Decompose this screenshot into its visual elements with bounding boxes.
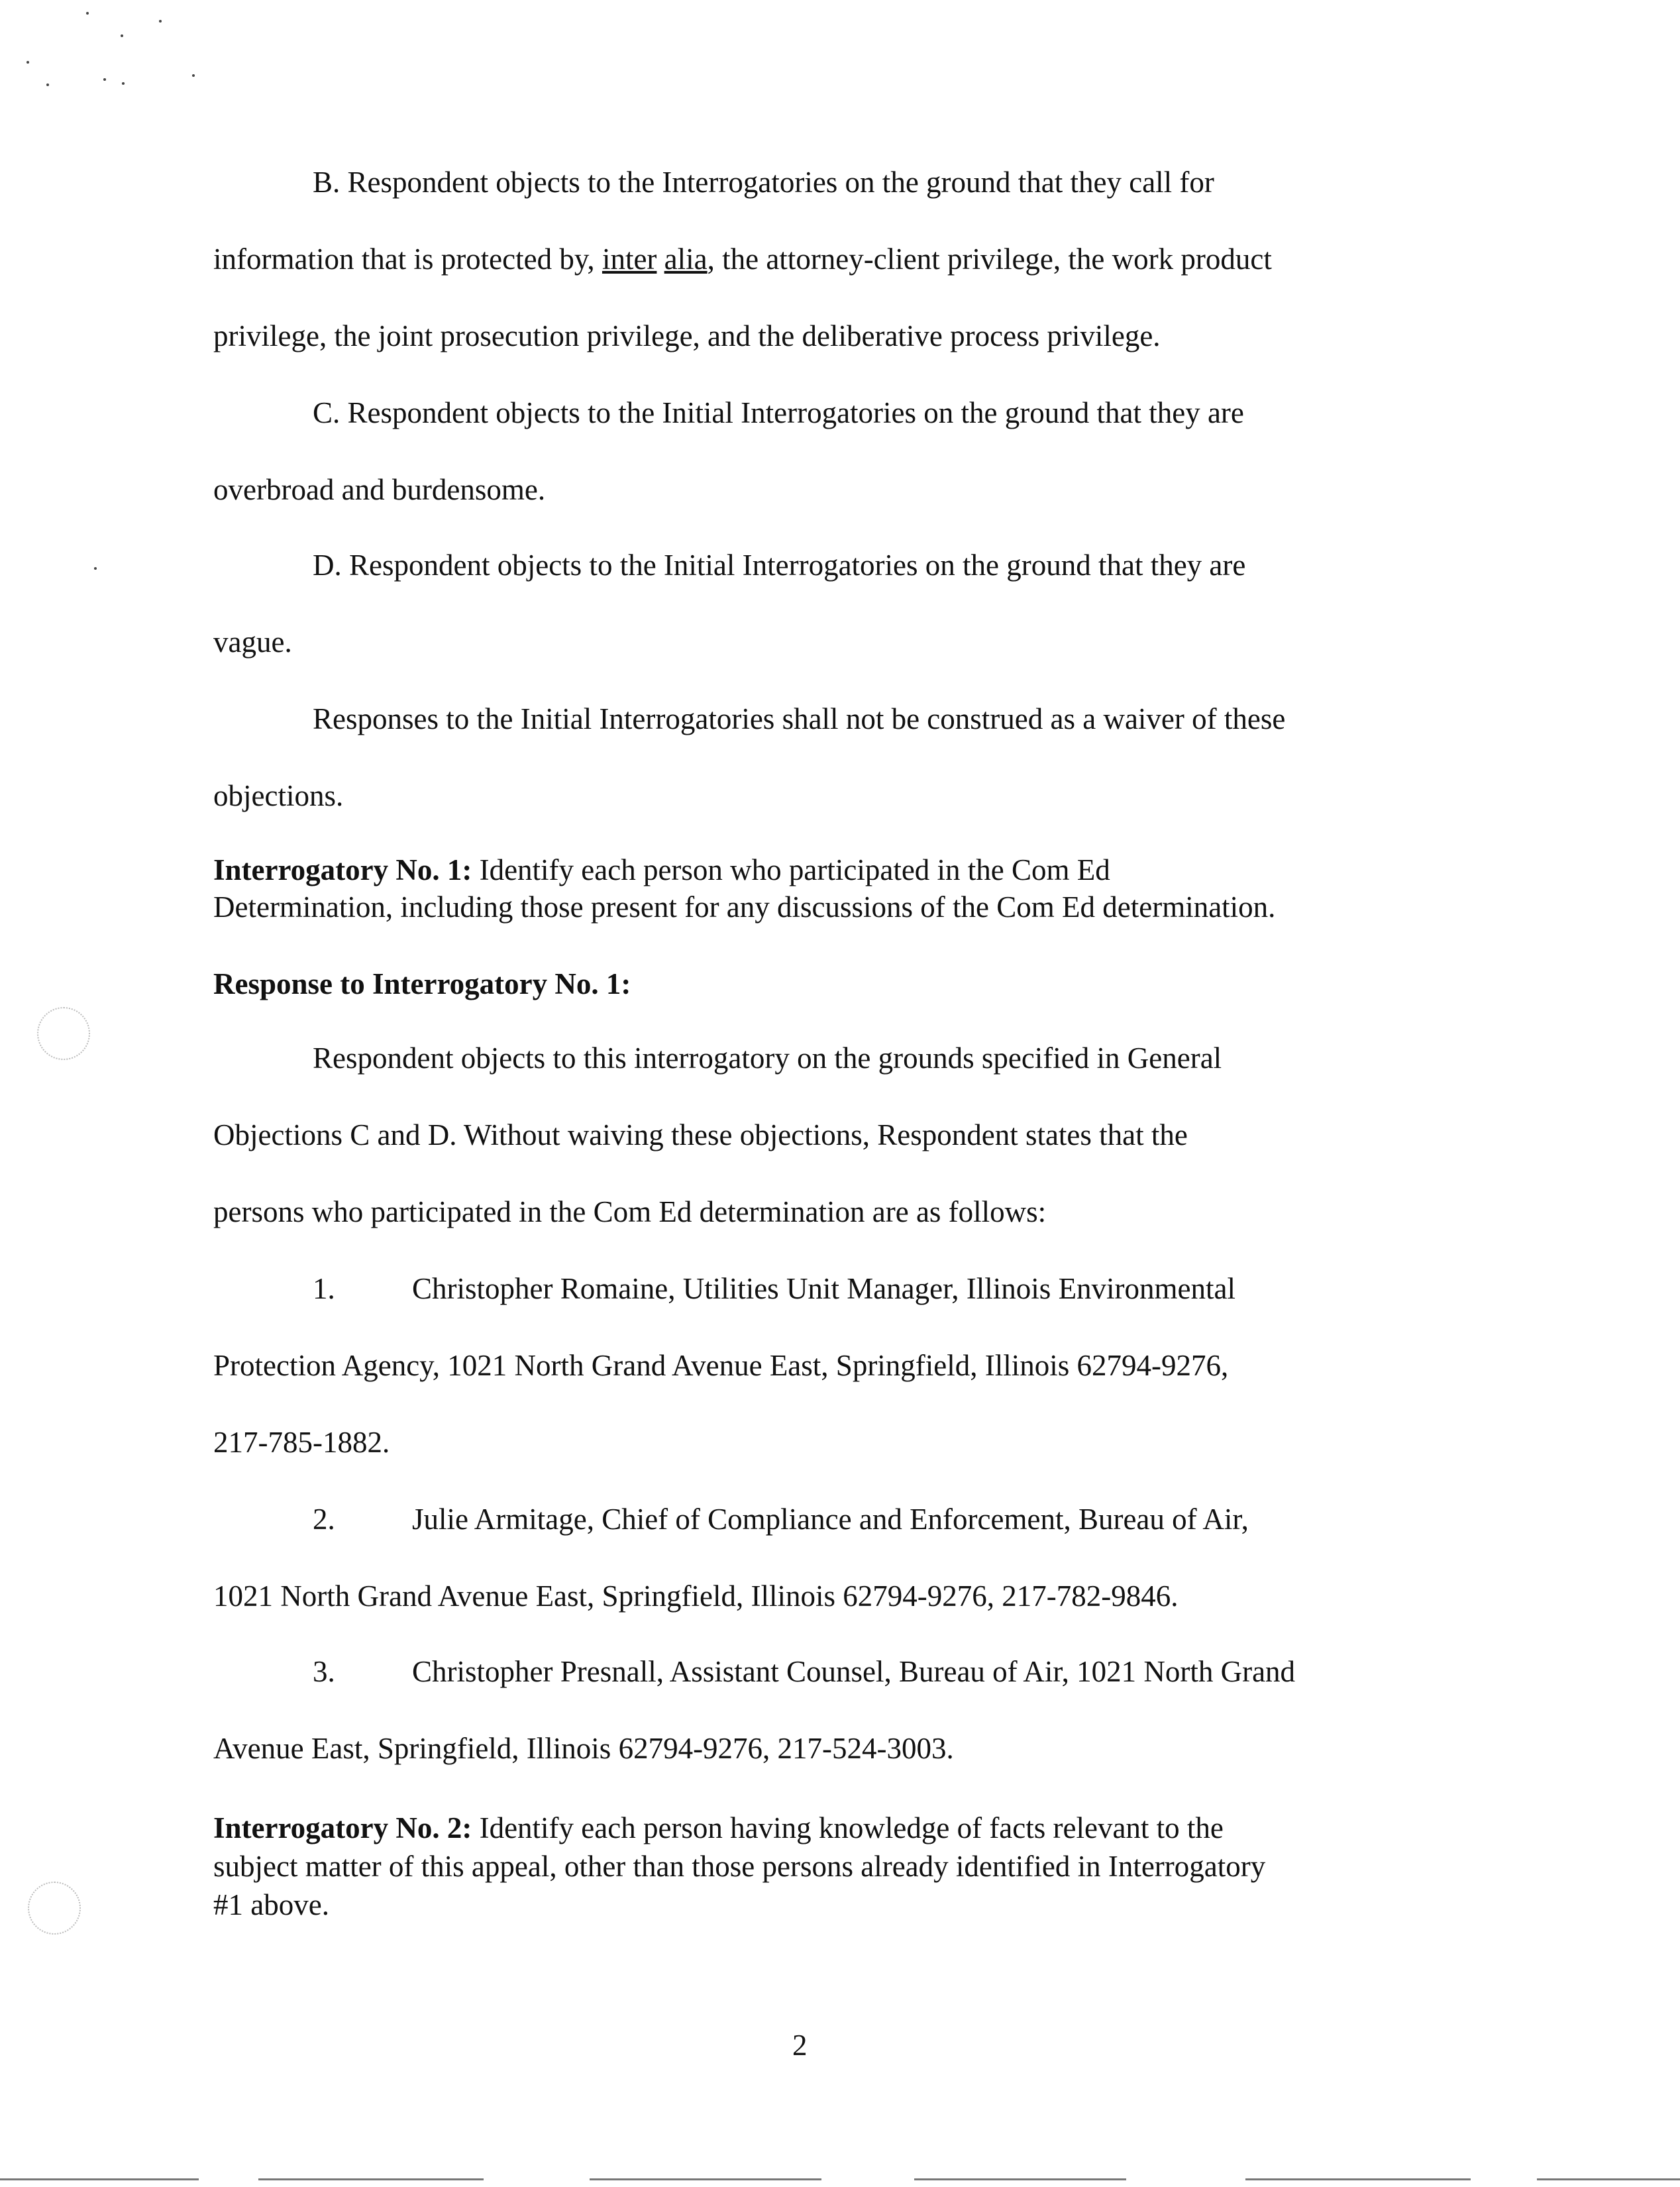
person-3-number: 3. — [313, 1655, 335, 1688]
person-1-number: 1. — [313, 1272, 335, 1305]
inter-term: inter — [602, 242, 657, 276]
person-1-line2: Protection Agency, 1021 North Grand Avenue East, Springfield, Illinois 62794-9276, — [213, 1349, 1229, 1382]
scan-speck — [46, 83, 49, 86]
punch-hole-mark — [28, 1882, 81, 1935]
objection-b-line2-pre: information that is protected by, — [213, 242, 602, 276]
interrogatory-1-text: Identify each person who participated in the Com Ed — [472, 853, 1110, 886]
interrogatory-2-line3: #1 above. — [213, 1888, 329, 1921]
person-2-line1 — [313, 1501, 1249, 1537]
response-1-line2: Objections C and D. Without waiving these objections, Respondent states that the — [213, 1118, 1188, 1151]
objection-b-line3: privilege, the joint prosecution privilege, and the deliberative process privilege. — [213, 319, 1161, 352]
scan-edge-line — [914, 2178, 1126, 2180]
scan-speck — [121, 34, 123, 37]
scan-edge-line — [590, 2178, 821, 2180]
scan-speck — [86, 12, 89, 15]
scan-speck — [122, 82, 125, 85]
scan-edge-line — [1537, 2178, 1680, 2180]
response-1-heading: Response to Interrogatory No. 1: — [213, 967, 631, 1000]
page-number: 2 — [792, 2029, 808, 2062]
interrogatory-2-line1 — [213, 1810, 1224, 1846]
person-3-line1 — [313, 1654, 1295, 1689]
person-3-name-title: Christopher Presnall, Assistant Counsel, Bureau of Air, 1021 North Grand — [412, 1655, 1296, 1688]
objection-b-line2 — [213, 241, 1272, 277]
person-2-line2: 1021 North Grand Avenue East, Springfield, Illinois 62794-9276, 217-782-9846. — [213, 1579, 1179, 1613]
scan-speck — [26, 61, 29, 64]
person-2-number: 2. — [313, 1503, 335, 1536]
objection-c-line2: overbroad and burdensome. — [213, 473, 546, 506]
objection-b-line1: B. Respondent objects to the Interrogatories on the ground that they call for — [313, 166, 1214, 199]
response-1-line3: persons who participated in the Com Ed determination are as follows: — [213, 1195, 1047, 1228]
objection-d-line1: D. Respondent objects to the Initial Interrogatories on the ground that they are — [313, 549, 1246, 582]
interrogatory-1-line2: Determination, including those present for any discussions of the Com Ed determination. — [213, 890, 1276, 924]
waiver-line1: Responses to the Initial Interrogatories shall not be construed as a waiver of these — [313, 702, 1286, 735]
person-1-line1 — [313, 1271, 1235, 1307]
alia-term: alia — [664, 242, 708, 276]
scan-edge-line — [258, 2178, 484, 2180]
person-1-line3: 217-785-1882. — [213, 1426, 390, 1459]
person-2-name-title: Julie Armitage, Chief of Compliance and Enforcement, Bureau of Air, — [412, 1503, 1249, 1536]
interrogatory-2-line2: subject matter of this appeal, other than those persons already identified in Interrogatory — [213, 1850, 1266, 1883]
objection-c-line1: C. Respondent objects to the Initial Interrogatories on the ground that they are — [313, 396, 1244, 429]
interrogatory-1-label: Interrogatory No. 1: — [213, 853, 472, 886]
interrogatory-2-label: Interrogatory No. 2: — [213, 1811, 472, 1844]
scan-edge-line — [1245, 2178, 1471, 2180]
objection-b-line2-post: , the attorney-client privilege, the work product — [707, 242, 1272, 276]
waiver-line2: objections. — [213, 779, 344, 812]
response-1-line1: Respondent objects to this interrogatory on the grounds specified in General — [313, 1041, 1222, 1075]
scan-speck — [94, 567, 97, 570]
objection-d-line2: vague. — [213, 625, 292, 659]
person-1-name-title: Christopher Romaine, Utilities Unit Manager, Illinois Environmental — [412, 1272, 1235, 1305]
scan-speck — [192, 74, 195, 77]
scan-edge-line — [0, 2178, 199, 2180]
interrogatory-2-text: Identify each person having knowledge of facts relevant to the — [472, 1811, 1224, 1844]
scan-speck — [103, 78, 106, 81]
person-3-line2: Avenue East, Springfield, Illinois 62794-9276, 217-524-3003. — [213, 1732, 954, 1765]
scan-speck — [159, 20, 162, 23]
interrogatory-1-line1 — [213, 852, 1110, 888]
punch-hole-mark — [37, 1007, 90, 1060]
